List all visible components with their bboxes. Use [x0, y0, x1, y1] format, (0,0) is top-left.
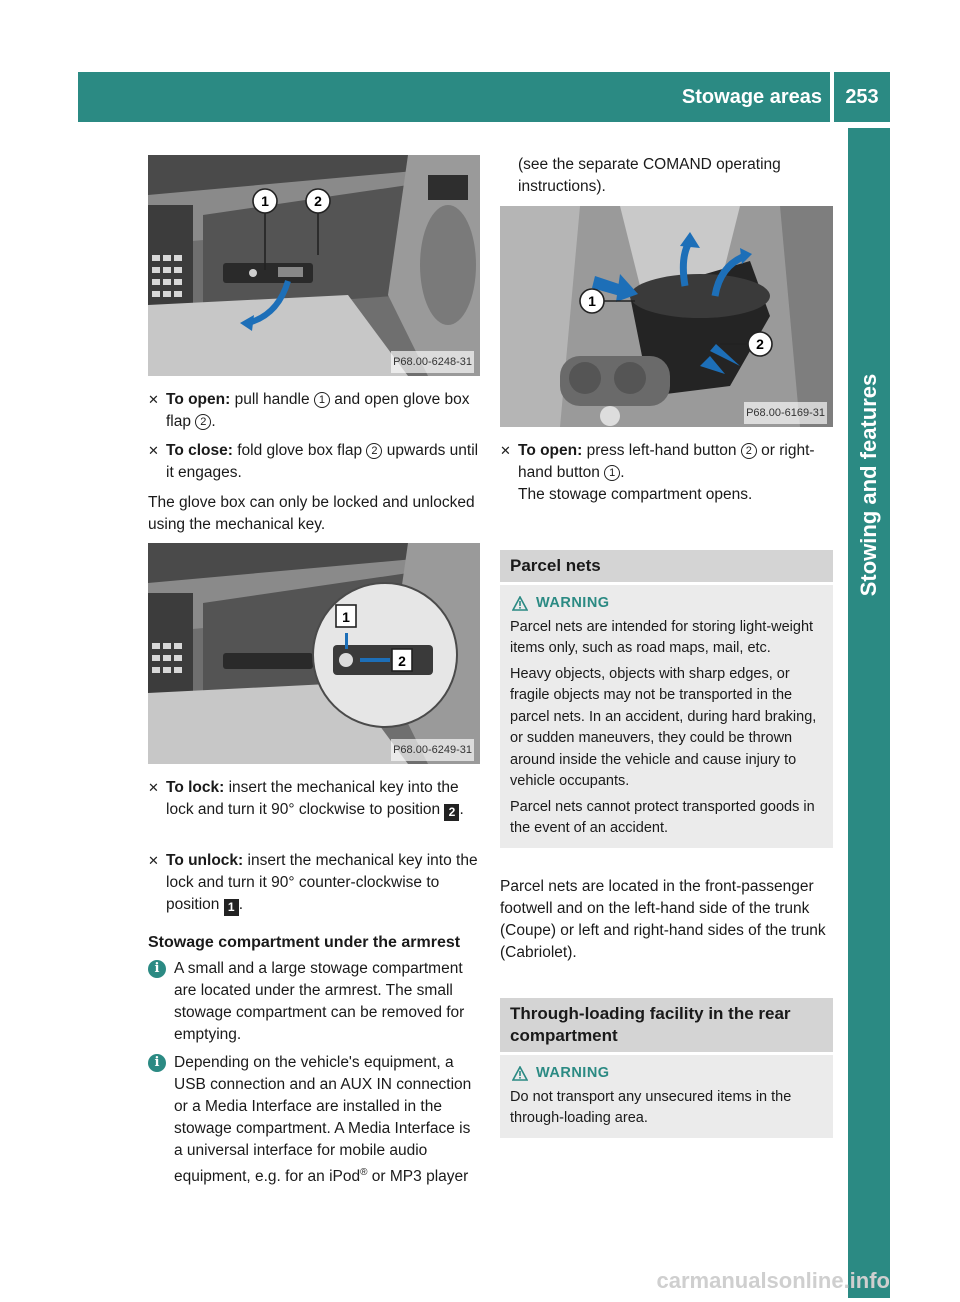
warning-title: WARNING — [512, 593, 823, 615]
fig1-callout-2: 2 — [314, 193, 322, 209]
position-1-ref: 1 — [224, 899, 239, 916]
bullet-arrow-icon: ✕ — [148, 392, 159, 407]
parcel-nets-heading: Parcel nets — [500, 550, 833, 582]
fig2-callout-1: 1 — [342, 609, 350, 625]
callout-2-ref: 2 — [195, 414, 211, 430]
continued-text: (see the separate COMAND operating instructions). — [518, 156, 781, 195]
lock-position-1-marker — [336, 605, 356, 627]
warning-paragraph: Parcel nets are intended for storing light-weight items only, such as road maps, mail, etc. — [510, 618, 814, 656]
position-2-ref: 2 — [444, 804, 459, 821]
close-instruction: ✕ To close: fold glove box flap 2 upwards until it engages. — [148, 442, 479, 481]
callout-1-ref: 1 — [314, 392, 330, 408]
result-text: The stowage compartment opens. — [518, 486, 753, 503]
warning-paragraph: Do not transport any unsecured items in the through-loading area. — [510, 1088, 792, 1126]
bullet-arrow-icon: ✕ — [500, 443, 511, 458]
page-title: Stowage areas — [681, 86, 822, 108]
bullet-arrow-icon: ✕ — [148, 443, 159, 458]
parcel-nets-text: Parcel nets are located in the front-passenger footwell and on the left-hand side of the trunk (Coupe) or left and right-hand sides of the trunk (Cabriolet). — [500, 878, 826, 961]
bullet-arrow-icon: ✕ — [148, 853, 159, 868]
glovebox-open-photo — [148, 155, 480, 376]
figure-code: P68.00-6248-31 — [391, 351, 474, 373]
fig2-callout-2: 2 — [398, 653, 406, 669]
fig3-callout-1: 1 — [588, 293, 596, 309]
callout-1-ref: 1 — [604, 465, 620, 481]
watermark: carmanualsonline.info — [656, 1268, 890, 1293]
lock-note: The glove box can only be locked and unlocked using the mechanical key. — [148, 494, 475, 533]
armrest-open-instruction: ✕ To open: press left-hand button 2 or right-hand button 1 . The stowage compartment opens. — [500, 440, 833, 506]
lock-instruction: ✕ To lock: insert the mechanical key into the lock and turn it 90° clockwise to position 2 . — [148, 779, 464, 819]
warning-triangle-icon — [512, 596, 528, 611]
bullet-arrow-icon: ✕ — [148, 780, 159, 795]
fig1-callout-1: 1 — [261, 193, 269, 209]
warning-paragraph: Heavy objects, objects with sharp edges, or fragile objects may not be transported in the parcel nets. In an accident, during hard braking, or sudden maneuvers, they could be thrown around inside the vehicle and cause injury to vehicle occupants. — [510, 665, 817, 789]
through-loading-warning — [500, 1055, 833, 1138]
info-note-2: i Depending on the vehicle's equipment, a USB connection and an AUX IN connection or a Media Interface are installed in the stowage compartment. A Media Interface is a universal interface for mobile audio equipment, e.g. for an iPod® or MP3 player — [148, 1052, 480, 1188]
warning-triangle-icon — [512, 1066, 528, 1081]
unlock-instruction: ✕ To unlock: insert the mechanical key into the lock and turn it 90° counter-clockwise to position 1 . — [148, 852, 478, 914]
through-loading-heading: Through-loading facility in the rear compartment — [500, 998, 833, 1052]
callout-2-ref: 2 — [366, 443, 382, 459]
info-icon: i — [148, 1054, 166, 1072]
side-thumb-marker — [848, 1010, 890, 1048]
figure-code: P68.00-6249-31 — [391, 739, 474, 761]
callout-2-ref: 2 — [741, 443, 757, 459]
fig3-callout-2: 2 — [756, 336, 764, 352]
armrest-photo — [500, 206, 833, 427]
page-number: 253 — [845, 86, 879, 108]
lock-position-2-marker — [392, 649, 412, 671]
figure-code: P68.00-6169-31 — [744, 402, 827, 424]
warning-paragraph: Parcel nets cannot protect transported goods in the event of an accident. — [510, 798, 815, 836]
armrest-heading: Stowage compartment under the armrest — [148, 934, 461, 951]
side-label: Stowing and features — [856, 373, 881, 597]
info-note-1: i A small and a large stowage compartment are located under the armrest. The small stowage compartment can be removed for emptying. — [148, 958, 480, 1046]
warning-title: WARNING — [512, 1063, 823, 1085]
glovebox-lock-photo — [148, 543, 480, 764]
parcel-nets-warning — [500, 585, 833, 848]
info-icon: i — [148, 960, 166, 978]
open-instruction: ✕ To open: pull handle 1 and open glove box flap 2 . — [148, 391, 470, 430]
side-tab — [848, 128, 890, 1298]
